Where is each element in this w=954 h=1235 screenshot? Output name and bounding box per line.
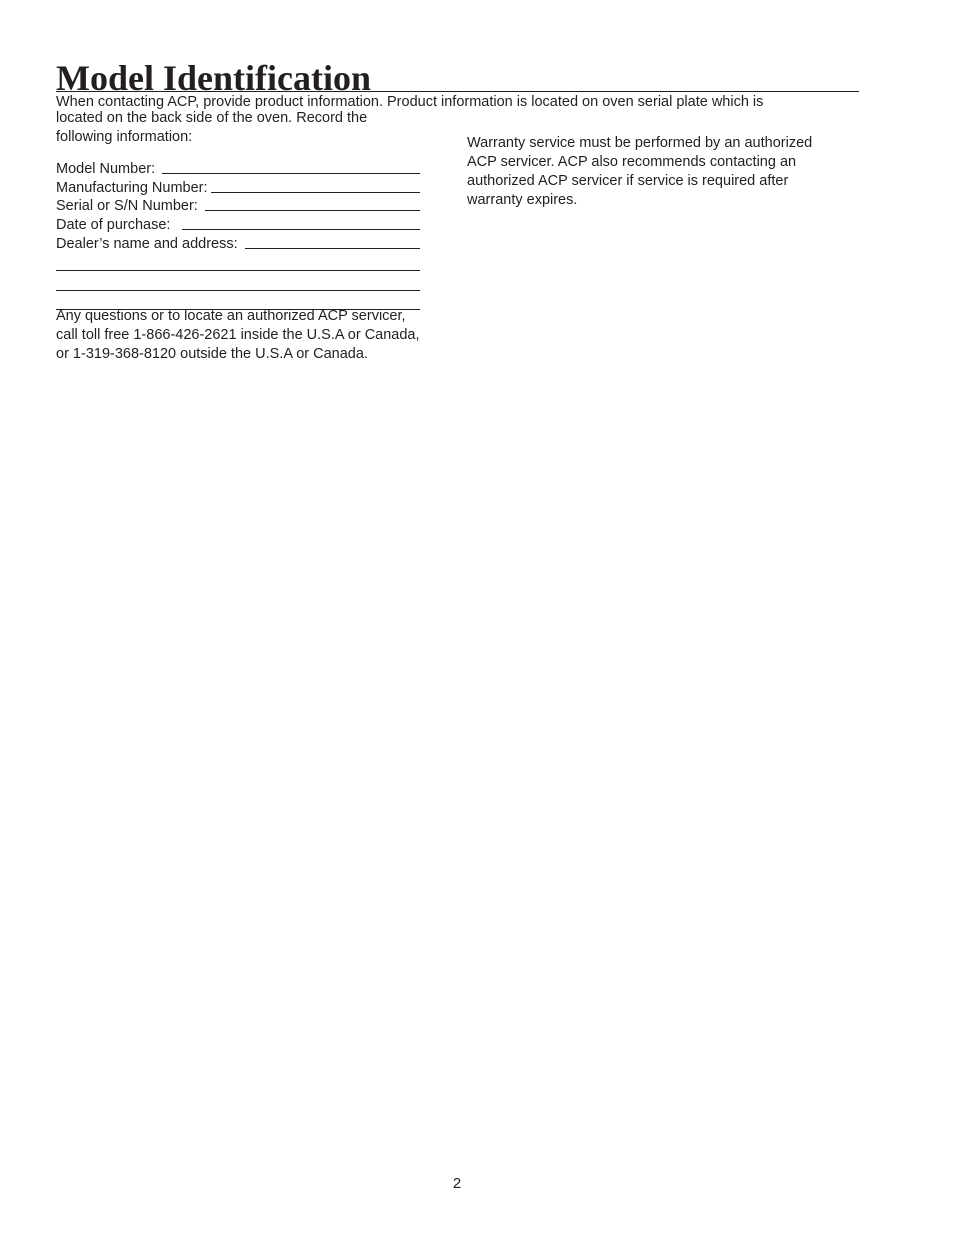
contact-line: Any questions or to locate an authorized ACP servicer, [56, 308, 406, 324]
warranty-line: ACP servicer. ACP also recommends contacting an [467, 154, 797, 170]
form-label: Date of purchase: [56, 217, 179, 234]
form-row-manufacturing-number [56, 177, 420, 196]
warranty-line: warranty expires. [467, 192, 578, 208]
intro-line: When contacting ACP, provide product information. Product information is located on oven serial plate which is [56, 94, 764, 110]
page-number: 2 [452, 1175, 462, 1192]
title-rule [56, 91, 859, 92]
form-row-date-of-purchase [56, 214, 420, 233]
form-row-model-number [56, 158, 420, 177]
dealer-address-line[interactable] [56, 290, 420, 291]
form-row-dealer [56, 233, 420, 252]
warranty-line: Warranty service must be performed by an authorized [467, 135, 813, 151]
form-label: Dealer’s name and address: [56, 235, 242, 252]
contact-line: call toll free 1-866-426-2621 inside the U.S.A or Canada, [56, 327, 420, 343]
intro-line: located on the back side of the oven. Record the [56, 110, 368, 126]
record-form [56, 158, 420, 310]
dealer-name-field[interactable] [245, 248, 420, 249]
warranty-paragraph [467, 134, 857, 210]
contact-line: or 1-319-368-8120 outside the U.S.A or Canada. [56, 346, 368, 362]
form-row-serial-number [56, 196, 420, 215]
dealer-address-line[interactable] [56, 270, 420, 271]
form-label: Manufacturing Number: [56, 179, 208, 196]
contact-paragraph [56, 307, 456, 364]
page-title: Model Identification [56, 58, 371, 98]
form-label: Serial or S/N Number: [56, 198, 202, 215]
intro-line: following information: [56, 129, 193, 145]
model-number-field[interactable] [162, 173, 420, 174]
date-of-purchase-field[interactable] [182, 229, 420, 230]
form-label: Model Number: [56, 160, 160, 177]
warranty-line: authorized ACP servicer if service is required after [467, 173, 789, 189]
manufacturing-number-field[interactable] [211, 192, 420, 193]
serial-number-field[interactable] [205, 210, 420, 211]
